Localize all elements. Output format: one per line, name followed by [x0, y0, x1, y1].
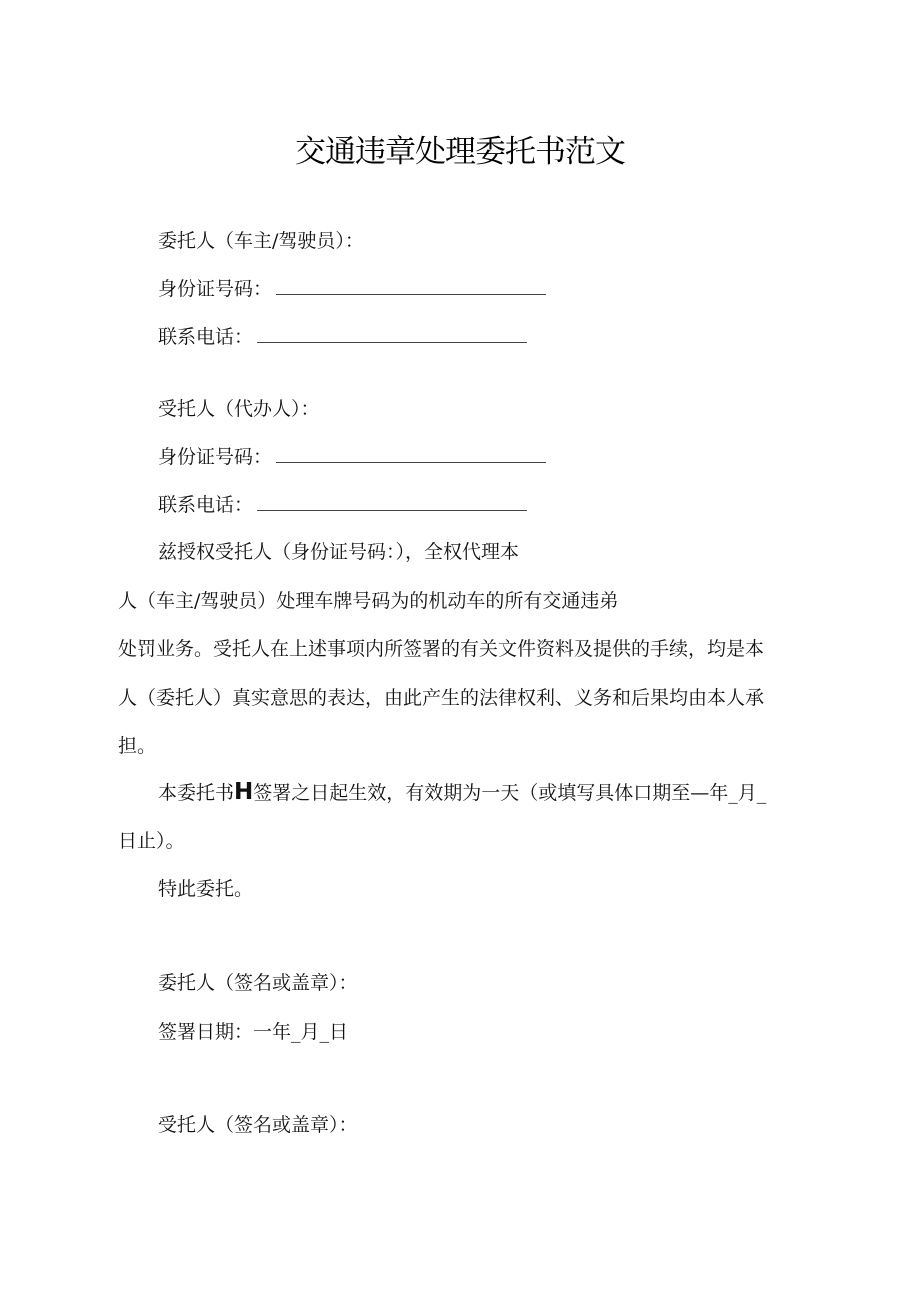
validity-line	[158, 779, 766, 806]
agent-id-blank	[276, 446, 546, 463]
principal-heading: 委托人（车主/驾驶员）：	[158, 230, 364, 252]
closing-text: 特此委托。	[158, 878, 254, 900]
agent-phone-label: 联系电话：	[158, 494, 254, 516]
principal-phone-label: 联系电话：	[158, 326, 254, 348]
principal-id-blank	[276, 278, 546, 295]
sign-date-label: 签署日期：一年_月_日	[158, 1021, 349, 1043]
principal-signature-label: 委托人（签名或盖章）：	[158, 972, 358, 994]
agent-phone-blank	[257, 494, 527, 511]
principal-phone-row	[158, 324, 527, 350]
body-line-1: 兹授权受托人（身份证号码：），全权代理本	[158, 541, 520, 563]
agent-heading: 受托人（代办人）：	[158, 398, 320, 420]
agent-id-label: 身份证号码：	[158, 446, 273, 468]
document-title: 交通违章处理委托书范文	[295, 134, 625, 170]
body-line-4: 人（委托人）真实意思的表达，由此产生的法律权利、义务和后果均由本人承	[118, 687, 765, 709]
validity-end: 日止）。	[118, 830, 185, 852]
body-line-3: 处罚业务。受托人在上述事项内所签署的有关文件资料及提供的手续，均是本	[118, 638, 765, 660]
agent-signature-label: 受托人（签名或盖章）：	[158, 1114, 358, 1136]
principal-id-row	[158, 276, 546, 302]
validity-text-a: 本委托书	[158, 782, 235, 804]
body-line-2: 人（车主/驾驶员）处理车牌号码为的机动车的所有交通违弟	[118, 590, 619, 612]
agent-phone-row	[158, 492, 527, 518]
principal-id-label: 身份证号码：	[158, 278, 273, 300]
principal-phone-blank	[257, 326, 527, 343]
agent-id-row	[158, 444, 546, 470]
body-line-5: 担。	[118, 735, 157, 757]
validity-text-b: 签署之日起生效，有效期为一天（或填写具体口期至—年_月_	[253, 782, 767, 804]
validity-h-char: H	[234, 779, 254, 805]
